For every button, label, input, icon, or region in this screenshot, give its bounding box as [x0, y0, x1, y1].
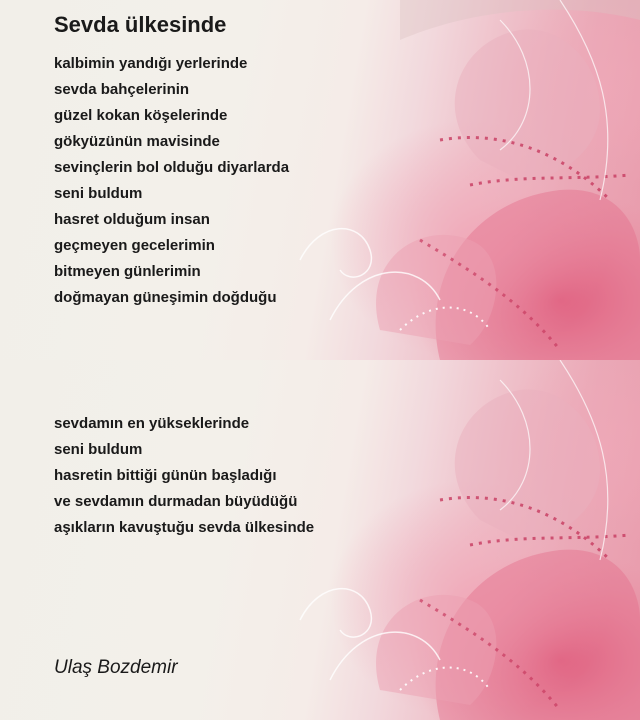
poem-author: Ulaş Bozdemir — [54, 657, 178, 678]
poem-line: hasretin bittiği günün başladığı — [54, 467, 277, 484]
poem-line: doğmayan güneşimin doğduğu — [54, 289, 277, 306]
poem-line: aşıkların kavuştuğu sevda ülkesinde — [54, 519, 315, 536]
poem-line: sevda bahçelerinin — [54, 81, 190, 98]
poem-line: bitmeyen günlerimin — [54, 263, 201, 280]
stanza-one — [54, 51, 289, 311]
poem-line: seni buldum — [54, 185, 143, 202]
stanza-two — [54, 411, 314, 541]
poem-title: Sevda ülkesinde — [54, 12, 227, 37]
poem-line: geçmeyen gecelerimin — [54, 237, 215, 254]
poem-page-bottom — [0, 360, 640, 720]
poem-line: ve sevdamın durmadan büyüdüğü — [54, 493, 298, 510]
poem-line: güzel kokan köşelerinde — [54, 107, 228, 124]
poem-line: hasret olduğum insan — [54, 211, 210, 228]
poem-line: sevinçlerin bol olduğu diyarlarda — [54, 159, 290, 176]
poem-line: sevdamın en yükseklerinde — [54, 415, 250, 432]
poem-line: gökyüzünün mavisinde — [54, 133, 220, 150]
poem-line: kalbimin yandığı yerlerinde — [54, 55, 248, 72]
poem-line: seni buldum — [54, 441, 143, 458]
